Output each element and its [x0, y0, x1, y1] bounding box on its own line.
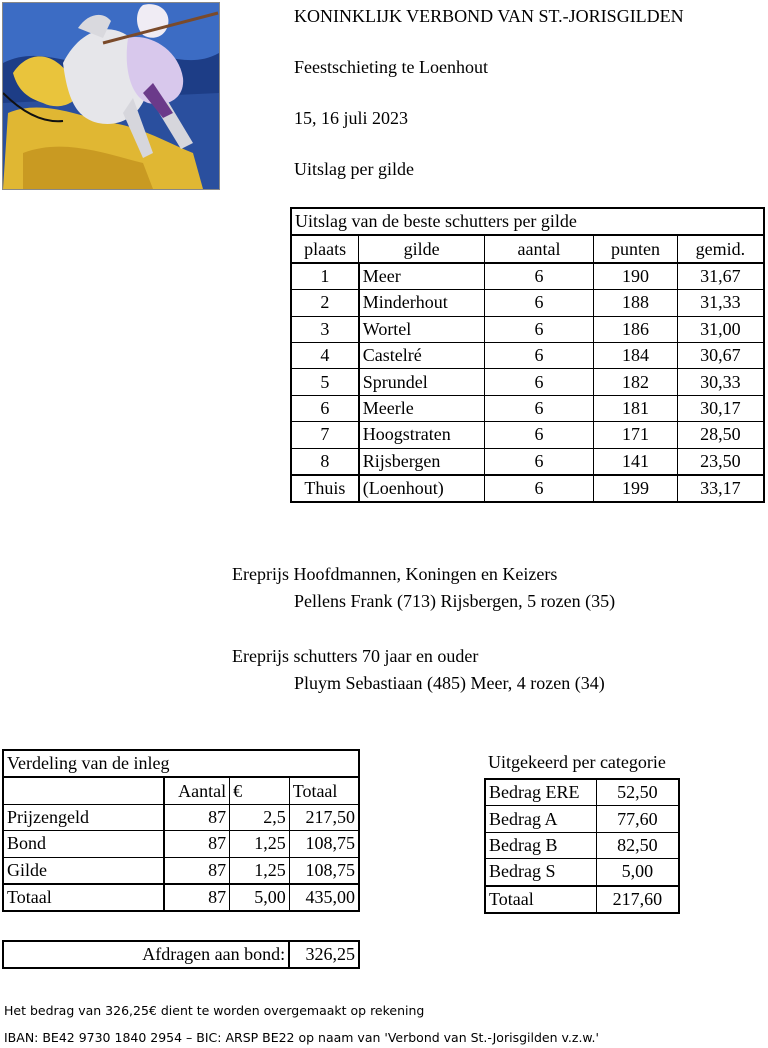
table-row	[291, 342, 764, 368]
event-date: 15, 16 juli 2023	[294, 108, 409, 128]
distribution-total-row	[3, 884, 359, 911]
cell-gemid: 30,67	[677, 342, 764, 368]
cell-aantal: 87	[164, 857, 230, 884]
cell-label: Gilde	[3, 857, 164, 884]
cell-category: Bedrag S	[485, 859, 596, 886]
results-caption-row	[291, 208, 764, 235]
cell-aantal: 6	[484, 342, 593, 368]
distribution-caption: Verdeling van de inleg	[3, 750, 359, 777]
cell-punten: 186	[594, 316, 678, 342]
afdragen-row	[3, 941, 359, 968]
cell-euro: 1,25	[230, 857, 290, 884]
honor-winner: Pluym Sebastiaan (485) Meer, 4 rozen (34)	[294, 673, 605, 693]
cell-aantal: 6	[484, 369, 593, 395]
cell-gilde: Castelré	[359, 342, 485, 368]
cell-gemid: 30,17	[677, 395, 764, 421]
event-title: Feestschieting te Loenhout	[294, 57, 488, 77]
cell-plaats: 7	[291, 422, 359, 448]
table-row	[485, 859, 679, 886]
col-header-plaats: plaats	[291, 235, 359, 262]
col-header-totaal: Totaal	[289, 777, 359, 804]
cell-gilde: Sprundel	[359, 369, 485, 395]
cell-gemid: 28,50	[677, 422, 764, 448]
cell-gilde: Minderhout	[359, 290, 485, 316]
cell-punten: 171	[594, 422, 678, 448]
cell-aantal: 6	[484, 263, 593, 290]
cell-punten: 190	[594, 263, 678, 290]
cell-gilde: Meer	[359, 263, 485, 290]
table-row	[3, 804, 359, 830]
results-subtitle: Uitslag per gilde	[294, 159, 414, 179]
table-row	[485, 779, 679, 806]
results-table	[290, 207, 765, 503]
afdragen-value: 326,25	[289, 941, 359, 968]
cell-label: Bond	[3, 831, 164, 857]
distribution-header-row	[3, 777, 359, 804]
cell-plaats: 1	[291, 263, 359, 290]
cell-aantal: 6	[484, 422, 593, 448]
table-row	[485, 832, 679, 858]
cell-totaal: 108,75	[289, 857, 359, 884]
table-row	[291, 448, 764, 475]
cell-euro: 2,5	[230, 804, 290, 830]
cell-euro: 5,00	[230, 884, 290, 911]
cell-gemid: 33,17	[677, 475, 764, 502]
cell-gemid: 30,33	[677, 369, 764, 395]
cell-aantal: 6	[484, 475, 593, 502]
results-header-row	[291, 235, 764, 262]
bank-details: IBAN: BE42 9730 1840 2954 – BIC: ARSP BE22 op naam van 'Verbond van St.-Jorisgilden v.z.w.'	[4, 1030, 599, 1045]
payout-caption: Uitgekeerd per categorie	[488, 752, 666, 772]
cell-punten: 184	[594, 342, 678, 368]
table-row	[291, 263, 764, 290]
cell-aantal: 6	[484, 290, 593, 316]
payment-note: Het bedrag van 326,25€ dient te worden overgemaakt op rekening	[4, 1003, 425, 1018]
cell-label: Prijzengeld	[3, 804, 164, 830]
cell-amount: 52,50	[596, 779, 679, 806]
afdragen-box	[2, 940, 360, 969]
cell-totaal: 217,50	[289, 804, 359, 830]
cell-gemid: 23,50	[677, 448, 764, 475]
cell-plaats: 4	[291, 342, 359, 368]
cell-label: Totaal	[3, 884, 164, 911]
cell-punten: 141	[594, 448, 678, 475]
cell-category: Bedrag A	[485, 806, 596, 832]
distribution-table	[2, 749, 360, 912]
honor-title: Ereprijs schutters 70 jaar en ouder	[232, 646, 479, 666]
honor-winner: Pellens Frank (713) Rijsbergen, 5 rozen (35)	[294, 591, 616, 611]
cell-punten: 181	[594, 395, 678, 421]
cell-aantal: 6	[484, 448, 593, 475]
cell-euro: 1,25	[230, 831, 290, 857]
table-row	[291, 475, 764, 502]
distribution-caption-row	[3, 750, 359, 777]
table-row	[291, 422, 764, 448]
table-row	[485, 806, 679, 832]
cell-plaats: Thuis	[291, 475, 359, 502]
table-row	[291, 369, 764, 395]
col-header-aantal: Aantal	[164, 777, 230, 804]
col-header-blank	[3, 777, 164, 804]
results-caption: Uitslag van de beste schutters per gilde	[291, 208, 764, 235]
col-header-gemid: gemid.	[677, 235, 764, 262]
org-title: KONINKLIJK VERBOND VAN ST.-JORISGILDEN	[294, 6, 684, 26]
cell-category: Totaal	[485, 886, 596, 913]
cell-aantal: 87	[164, 804, 230, 830]
afdragen-label: Afdragen aan bond:	[3, 941, 289, 968]
cell-aantal: 87	[164, 831, 230, 857]
table-row	[3, 831, 359, 857]
cell-punten: 188	[594, 290, 678, 316]
cell-category: Bedrag B	[485, 832, 596, 858]
cell-aantal: 6	[484, 316, 593, 342]
cell-amount: 217,60	[596, 886, 679, 913]
cell-plaats: 2	[291, 290, 359, 316]
cell-totaal: 108,75	[289, 831, 359, 857]
honor-title: Ereprijs Hoofdmannen, Koningen en Keizers	[232, 564, 558, 584]
cell-plaats: 8	[291, 448, 359, 475]
table-row	[291, 316, 764, 342]
col-header-euro: €	[230, 777, 290, 804]
table-row	[291, 395, 764, 421]
col-header-gilde: gilde	[359, 235, 485, 262]
cell-plaats: 6	[291, 395, 359, 421]
cell-totaal: 435,00	[289, 884, 359, 911]
col-header-punten: punten	[594, 235, 678, 262]
cell-plaats: 5	[291, 369, 359, 395]
payout-table	[484, 778, 680, 914]
cell-gilde: Hoogstraten	[359, 422, 485, 448]
table-row	[3, 857, 359, 884]
cell-gilde: Rijsbergen	[359, 448, 485, 475]
cell-amount: 5,00	[596, 859, 679, 886]
col-header-aantal: aantal	[484, 235, 593, 262]
table-row	[291, 290, 764, 316]
cell-gemid: 31,00	[677, 316, 764, 342]
cell-aantal: 6	[484, 395, 593, 421]
cell-gemid: 31,67	[677, 263, 764, 290]
cell-plaats: 3	[291, 316, 359, 342]
cell-amount: 82,50	[596, 832, 679, 858]
cell-aantal: 87	[164, 884, 230, 911]
cell-gemid: 31,33	[677, 290, 764, 316]
payout-total-row	[485, 886, 679, 913]
cell-gilde: (Loenhout)	[359, 475, 485, 502]
cell-gilde: Meerle	[359, 395, 485, 421]
cell-gilde: Wortel	[359, 316, 485, 342]
st-george-dragon-painting-icon	[2, 2, 220, 190]
cell-amount: 77,60	[596, 806, 679, 832]
cell-punten: 182	[594, 369, 678, 395]
cell-punten: 199	[594, 475, 678, 502]
cell-category: Bedrag ERE	[485, 779, 596, 806]
